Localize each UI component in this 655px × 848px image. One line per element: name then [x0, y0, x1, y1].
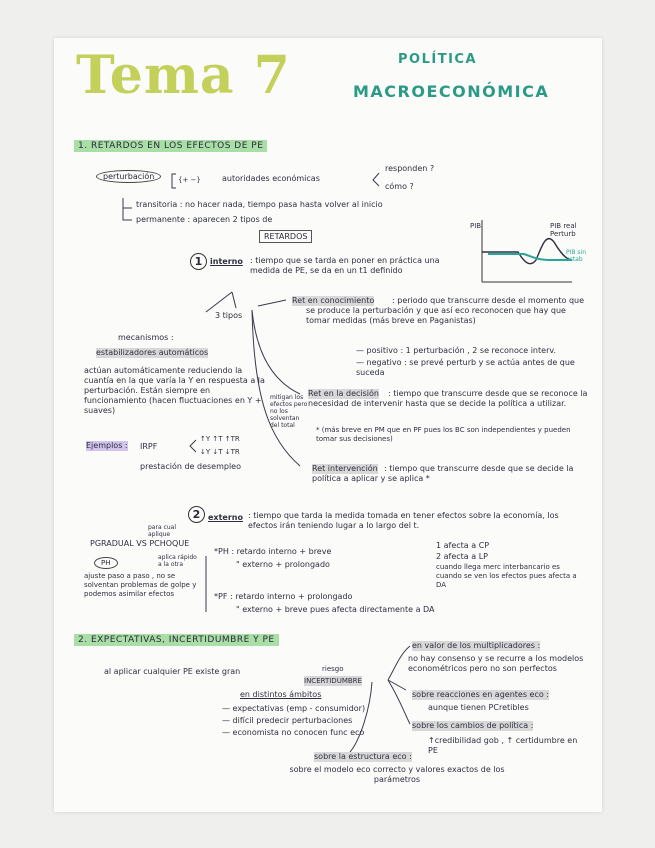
mecanismos: mecanismos : [118, 333, 174, 342]
page-title: Tema 7 [76, 45, 291, 106]
mult-def: no hay consenso y se recurre a los modelos econométricos pero no son perfectos [408, 654, 584, 673]
perturbacion-oval: perturbación [96, 170, 161, 183]
section1-heading: 1. RETARDOS EN LOS EFECTOS DE PE [74, 140, 267, 152]
reacc-label: sobre reacciones en agentes eco : [412, 690, 550, 699]
signs: {+ −} [178, 176, 201, 184]
negativo: — negativo : se prevé perturb y se actúa antes de que suceda [356, 358, 575, 377]
subtitle-line2: MACROECONÓMICA [353, 82, 550, 101]
incertidumbre: INCERTIDUMBRE [304, 677, 362, 685]
autoridades: autoridades económicas [222, 174, 320, 183]
actuan-text: actúan automáticamente reduciendo la cuantía en la que varía la Y en respuesta a la perturbación. Están siempre en funcionamiento (hacen fluctuaciones en Y + suaves) [84, 366, 265, 415]
prestacion: prestación de desempleo [140, 462, 241, 471]
ph-row1: *PH : retardo interno + breve [214, 547, 332, 556]
graph-label-estab: PIB sin estab [566, 249, 587, 263]
reacc-def: aunque tienen PCretibles [428, 703, 529, 712]
pgradual-vs-pchoque: PGRADUAL VS PCHOQUE [90, 539, 190, 548]
positivo: — positivo : 1 perturbación , 2 se reconoce interv. [356, 346, 557, 355]
irpf-down: ↓Y ↓T ↓TR [200, 448, 240, 456]
estructura-def: sobre el modelo eco correcto y valores exactos de los parámetros [289, 765, 505, 784]
pf-row2: " externo + breve pues afecta directamente a DA [236, 605, 435, 614]
cp1: 1 afecta a CP [436, 541, 490, 550]
responden: responden ? [385, 164, 435, 173]
para-cual: para cual aplique [148, 524, 176, 538]
retardos-box: RETARDOS [259, 230, 312, 243]
ejemplos-label: Ejemplos : [86, 441, 128, 450]
conocimiento-def: : periodo que transcurre desde el momento que se produce la perturbación y que así eco reconocen que hay que tomar medidas (más breve en Paganistas) [306, 296, 585, 325]
irpf: IRPF [140, 442, 158, 451]
interno-number: 1 [190, 253, 207, 270]
intervencion-label: Ret intervención [312, 464, 378, 473]
cp2: 2 afecta a LP [436, 552, 488, 561]
aplica-rapido: aplica rápido a la otra [158, 554, 197, 568]
como: cómo ? [385, 182, 414, 191]
ajuste-text: ajuste paso a paso , no se solventan problemas de golpe y podemos asimilar efectos [84, 572, 197, 598]
graph-ylabel: PIB [470, 222, 482, 230]
cambios-def: ↑credibilidad gob , ↑ certidumbre en PE [428, 736, 578, 755]
permanente: permanente : aparecen 2 tipos de [136, 215, 273, 224]
aplicar: al aplicar cualquier PE existe gran [104, 667, 241, 676]
interno-def: : tiempo que se tarda en poner en práctica una medida de PE, se da en un t1 definido [250, 256, 440, 275]
ph-oval: PH [94, 557, 118, 569]
ambito-1: — expectativas (emp - consumidor) [222, 704, 366, 713]
decision-note: * (más breve en PM que en PF pues los BC son independientes y pueden tomar sus decisiones) [316, 426, 571, 443]
externo-def: : tiempo que tarda la medida tomada en tener efectos sobre la economía, los efectos irán teniendo lugar a lo largo del t. [248, 511, 559, 530]
tres-tipos: 3 tipos [215, 311, 243, 320]
ambito-2: — difícil predecir perturbaciones [222, 716, 353, 725]
riesgo: riesgo [322, 665, 344, 673]
irpf-up: ↑Y ↑T ↑TR [200, 435, 240, 443]
graph-label-real: PIB real Perturb [550, 222, 577, 238]
decision-def: : tiempo que transcurre desde que se reconoce la necesidad de intervenir hasta que se decide la política a utilizar. [308, 389, 588, 408]
externo-label: externo [208, 513, 243, 522]
ph-row2: " externo + prolongado [236, 560, 330, 569]
mult-label: en valor de los multiplicadores : [412, 641, 541, 650]
distintos: en distintos ámbitos [240, 690, 322, 699]
subtitle-line1: POLÍTICA [398, 52, 478, 67]
decision-label: Ret en la decisión [308, 389, 379, 398]
estructura-label: sobre la estructura eco : [314, 752, 412, 761]
externo-number: 2 [188, 506, 205, 523]
pf-row1: *PF : retardo interno + prolongado [214, 592, 353, 601]
interno-label: interno [210, 257, 243, 266]
conocimiento-label: Ret en conocimiento [292, 296, 375, 305]
mitigan-note: mitigan los efectos pero no los solventan del total [270, 394, 308, 429]
estabilizadores: estabilizadores automáticos [96, 348, 209, 357]
section2-heading: 2. EXPECTATIVAS, INCERTIDUMBRE Y PE [74, 634, 279, 646]
cp3: cuando llega merc interbancario es cuando se ven los efectos pues afecta a DA [436, 563, 577, 589]
intervencion-def: : tiempo que transcurre desde que se decide la política a aplicar y se aplica * [312, 464, 574, 483]
ambito-3: — economista no conocen func eco [222, 728, 365, 737]
cambios-label: sobre los cambios de política : [412, 721, 534, 730]
transitoria: transitoria : no hacer nada, tiempo pasa hasta volver al inicio [136, 200, 383, 209]
